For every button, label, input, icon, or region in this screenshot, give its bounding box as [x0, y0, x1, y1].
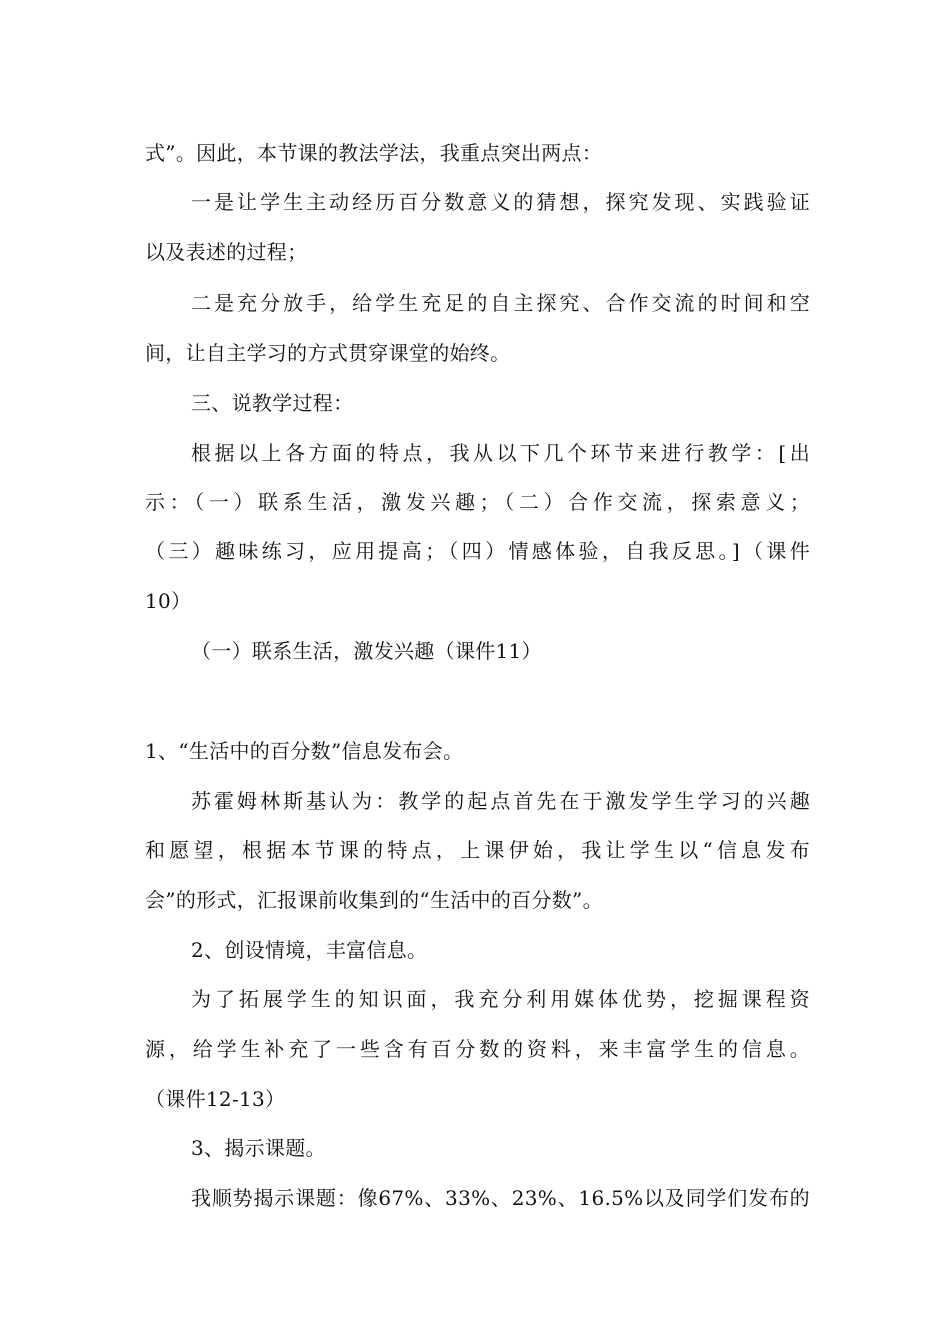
subsection-heading: （一）联系生活，激发兴趣（课件11） — [191, 639, 542, 663]
text-line: 和愿望，根据本节课的特点，上课伊始，我让学生以“信息发布 — [145, 838, 810, 862]
text-line: 式”。因此，本节课的教法学法，我重点突出两点： — [145, 141, 603, 165]
item-heading: 1、“生活中的百分数”信息发布会。 — [145, 739, 464, 763]
section-heading: 三、说教学过程： — [191, 391, 354, 415]
item-heading: 2、创设情境，丰富信息。 — [191, 938, 428, 962]
text-line: 二是充分放手，给学生充足的自主探究、合作交流的时间和空 — [191, 291, 810, 315]
text-line: 源，给学生补充了一些含有百分数的资料，来丰富学生的信息。 — [145, 1037, 810, 1061]
item-heading: 3、揭示课题。 — [191, 1136, 326, 1160]
text-line: 示：（一）联系生活，激发兴趣；（二）合作交流，探索意义； — [145, 490, 810, 514]
text-line: 一是让学生主动经历百分数意义的猜想，探究发现、实践验证 — [191, 190, 810, 214]
text-line: 10） — [145, 589, 192, 613]
text-line: 我顺势揭示课题：像67%、33%、23%、16.5%以及同学们发布的 — [191, 1186, 810, 1210]
text-line: 苏霍姆林斯基认为：教学的起点首先在于激发学生学习的兴趣 — [191, 789, 810, 813]
text-line: （课件12-13） — [145, 1087, 286, 1111]
text-line: 间，让自主学习的方式贯穿课堂的始终。 — [145, 341, 511, 365]
text-line: 根据以上各方面的特点，我从以下几个环节来进行教学：[出 — [191, 441, 810, 465]
text-line: 会”的形式，汇报课前收集到的“生活中的百分数”。 — [145, 888, 603, 912]
text-line: 以及表述的过程； — [145, 240, 308, 264]
text-line: 为了拓展学生的知识面，我充分利用媒体优势，挖掘课程资 — [191, 987, 810, 1011]
text-line: （三）趣味练习，应用提高；（四）情感体验，自我反思。]（课件 — [145, 539, 810, 563]
